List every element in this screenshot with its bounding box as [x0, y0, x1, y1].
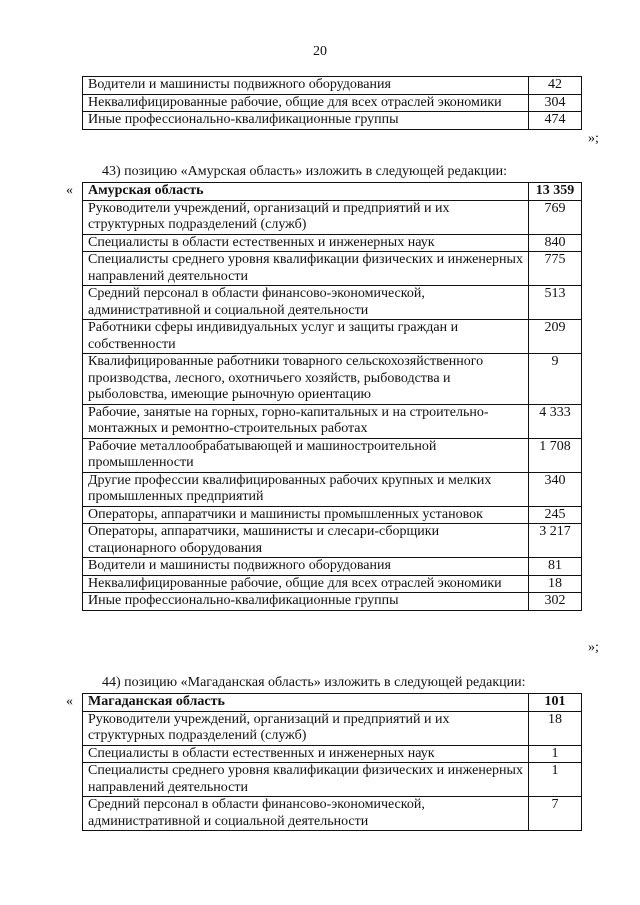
table-row: [83, 575, 582, 593]
row-value: 1 708: [529, 438, 582, 472]
row-label: Специалисты среднего уровня квалификации физических и инженерных направлений деятельности: [83, 763, 529, 797]
table-row: [83, 286, 582, 320]
region-total: 13 359: [529, 183, 582, 201]
table-header-row: [83, 694, 582, 712]
row-label: Водители и машинисты подвижного оборудования: [83, 77, 529, 95]
table-row: [83, 472, 582, 506]
table-row: [83, 593, 582, 611]
row-value: 4 333: [529, 404, 582, 438]
table-row: [83, 77, 582, 95]
row-value: 340: [529, 472, 582, 506]
row-value: 81: [529, 558, 582, 576]
row-value: 3 217: [529, 524, 582, 558]
row-value: 245: [529, 506, 582, 524]
row-label: Специалисты среднего уровня квалификации физических и инженерных направлений деятельности: [83, 252, 529, 286]
row-label: Неквалифицированные рабочие, общие для всех отраслей экономики: [83, 94, 529, 112]
row-value: 302: [529, 593, 582, 611]
row-value: 1: [529, 763, 582, 797]
row-value: 209: [529, 320, 582, 354]
row-label: Рабочие, занятые на горных, горно-капитальных и на строительно-монтажных и ремонтно-строительных работах: [83, 404, 529, 438]
row-value: 304: [529, 94, 582, 112]
row-value: 9: [529, 354, 582, 405]
table-row: [83, 234, 582, 252]
row-label: Рабочие металлообрабатывающей и машиностроительной промышленности: [83, 438, 529, 472]
table-row: [83, 524, 582, 558]
table-row: [83, 320, 582, 354]
row-value: 513: [529, 286, 582, 320]
row-value: 42: [529, 77, 582, 95]
row-value: 474: [529, 112, 582, 130]
row-value: 18: [529, 575, 582, 593]
table-row: [83, 797, 582, 831]
row-label: Иные профессионально-квалификационные группы: [83, 112, 529, 130]
table-row: [83, 112, 582, 130]
table-row: [83, 200, 582, 234]
closing-quote: »;: [588, 131, 599, 146]
table-row: [83, 558, 582, 576]
table-row: [83, 506, 582, 524]
table-magadan: [82, 693, 582, 831]
row-value: 840: [529, 234, 582, 252]
row-label: Другие профессии квалифицированных рабочих крупных и мелких промышленных предприятий: [83, 472, 529, 506]
paragraph-43: 43) позицию «Амурская область» изложить в следующей редакции:: [102, 164, 508, 179]
table-row: [83, 711, 582, 745]
row-value: 7: [529, 797, 582, 831]
table-amur: [82, 182, 582, 611]
row-value: 769: [529, 200, 582, 234]
table-row: [83, 745, 582, 763]
opening-quote: «: [66, 694, 73, 709]
table-header-row: [83, 183, 582, 201]
row-label: Средний персонал в области финансово-экономической, административной и социальной деятельности: [83, 797, 529, 831]
row-label: Квалифицированные работники товарного сельскохозяйственного производства, лесного, охотничьего хозяйств, рыбоводства и рыболовства, имеющие рыночную ориентацию: [83, 354, 529, 405]
row-label: Водители и машинисты подвижного оборудования: [83, 558, 529, 576]
row-label: Руководители учреждений, организаций и предприятий и их структурных подразделений (служб): [83, 711, 529, 745]
table-row: [83, 252, 582, 286]
row-label: Операторы, аппаратчики, машинисты и слесари-сборщики стационарного оборудования: [83, 524, 529, 558]
region-name: Амурская область: [83, 183, 529, 201]
closing-quote: »;: [588, 640, 599, 655]
row-value: 1: [529, 745, 582, 763]
opening-quote: «: [66, 183, 73, 198]
row-label: Средний персонал в области финансово-экономической, административной и социальной деятельности: [83, 286, 529, 320]
row-value: 18: [529, 711, 582, 745]
row-label: Иные профессионально-квалификационные группы: [83, 593, 529, 611]
table-row: [83, 94, 582, 112]
page-number: 20: [313, 44, 327, 59]
table-row: [83, 354, 582, 405]
region-total: 101: [529, 694, 582, 712]
row-label: Работники сферы индивидуальных услуг и защиты граждан и собственности: [83, 320, 529, 354]
table-row: [83, 438, 582, 472]
row-label: Специалисты в области естественных и инженерных наук: [83, 745, 529, 763]
region-name: Магаданская область: [83, 694, 529, 712]
row-label: Руководители учреждений, организаций и предприятий и их структурных подразделений (служб): [83, 200, 529, 234]
table-row: [83, 404, 582, 438]
row-label: Специалисты в области естественных и инженерных наук: [83, 234, 529, 252]
table-row: [83, 763, 582, 797]
table-continuation: [82, 76, 582, 130]
row-value: 775: [529, 252, 582, 286]
row-label: Операторы, аппаратчики и машинисты промышленных установок: [83, 506, 529, 524]
row-label: Неквалифицированные рабочие, общие для всех отраслей экономики: [83, 575, 529, 593]
paragraph-44: 44) позицию «Магаданская область» изложить в следующей редакции:: [102, 675, 526, 690]
